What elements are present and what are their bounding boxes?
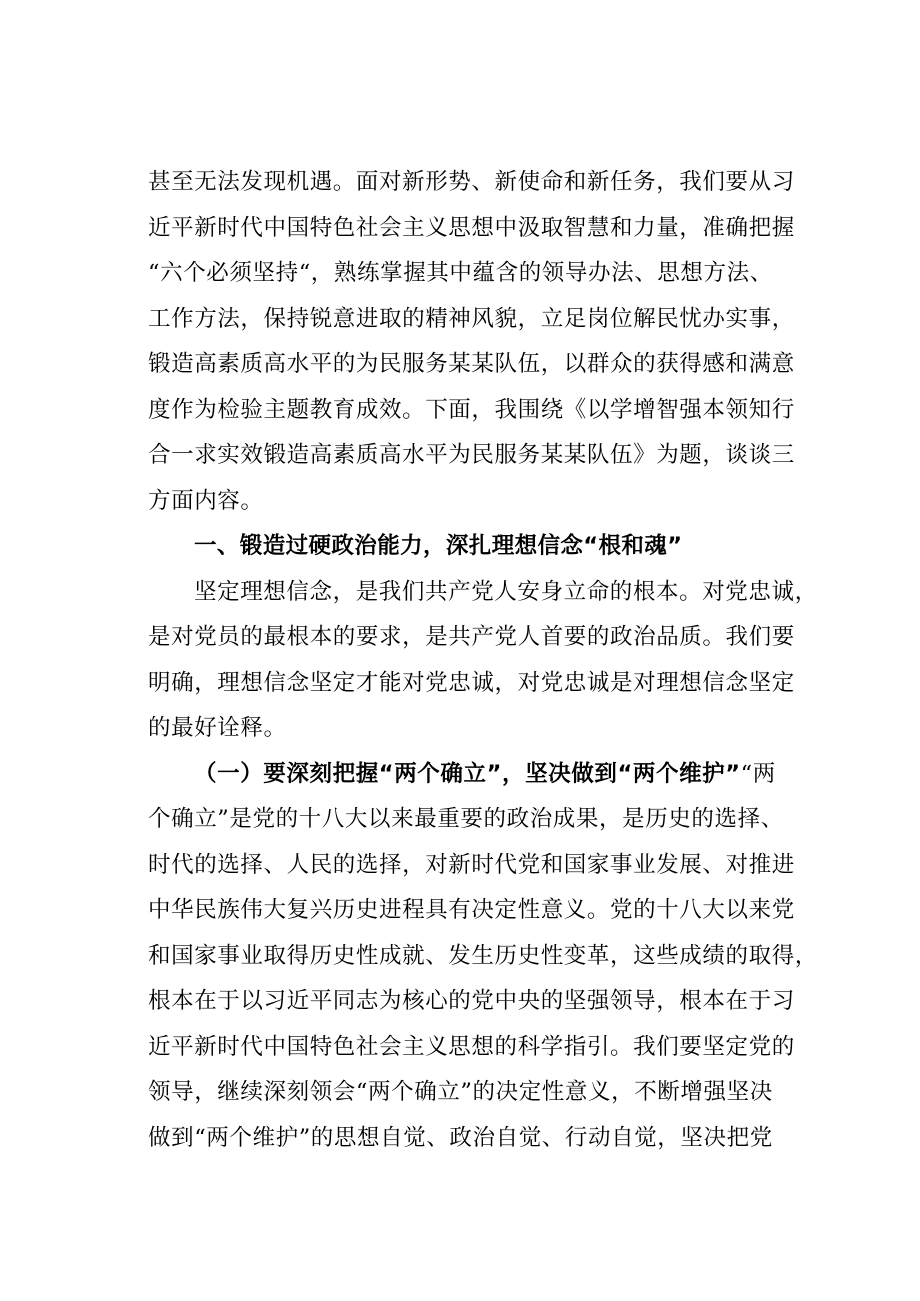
subheading-bold: （一）要深刻把握“两个确立”，坚决做到“两个维护” <box>194 760 741 787</box>
text-line: 时代的选择、人民的选择，对新时代党和国家事业发展、对推进 <box>148 851 795 878</box>
text-line: 合一求实效锻造高素质高水平为民服务某某队伍》为题，谈谈三 <box>148 442 795 468</box>
text-line: 根本在于以习近平同志为核心的党中央的坚强领导，根本在于习 <box>148 988 795 1014</box>
text-line: 方面内容。 <box>148 487 264 514</box>
text-line: 领导，继续深刻领会“两个确立”的决定性意义，不断增强坚决 <box>148 1079 773 1105</box>
text-line: 锻造高素质高水平的为民服务某某队伍，以群众的获得感和满意 <box>148 351 795 377</box>
text-line: 度作为检验主题教育成效。下面，我围绕《以学增智强本领知行 <box>148 396 795 423</box>
text-line: 明确，理想信念坚定才能对党忠诚，对党忠诚是对理想信念坚定 <box>148 669 795 696</box>
text-line: 是对党员的最根本的要求，是共产党人首要的政治品质。我们要 <box>148 624 795 650</box>
text-line: 近平新时代中国特色社会主义思想的科学指引。我们要坚定党的 <box>148 1033 795 1060</box>
text-line: 工作方法，保持锐意进取的精神风貌，立足岗位解民忧办实事， <box>148 305 795 332</box>
text-line: 甚至无法发现机遇。面对新形势、新使命和新任务，我们要从习 <box>148 169 795 195</box>
text-line: 做到“两个维护”的思想自觉、政治自觉、行动自觉，坚决把党 <box>148 1124 773 1151</box>
subheading-line <box>148 752 808 798</box>
text-line: 的最好诠释。 <box>148 715 287 741</box>
text-line: 和国家事业取得历史性成就、发生历史性变革，这些成绩的取得， <box>148 942 818 969</box>
document-body <box>148 160 818 1161</box>
text-line: 坚定理想信念，是我们共产党人安身立命的根本。对党忠诚， <box>194 578 818 605</box>
text-line: “六个必须坚持“，熟练掌握其中蕴含的领导办法、思想方法、 <box>148 260 773 286</box>
text-line: 中华民族伟大复兴历史进程具有决定性意义。党的十八大以来党 <box>148 897 795 923</box>
text-line: 个确立”是党的十八大以来最重要的政治成果，是历史的选择、 <box>148 806 784 832</box>
section-heading: 一、锻造过硬政治能力，深扎理想信念“根和魂” <box>194 533 683 559</box>
text-line: 近平新时代中国特色社会主义思想中汲取智慧和力量，准确把握 <box>148 214 795 241</box>
subheading-continuation: “两 <box>740 760 776 787</box>
